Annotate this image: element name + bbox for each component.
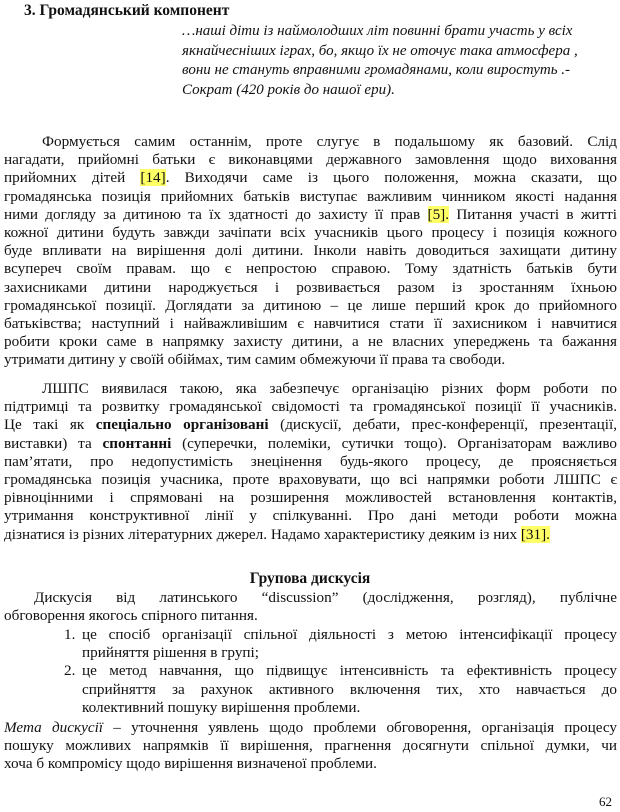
citation-highlight: [5]. xyxy=(427,205,450,223)
numbered-list xyxy=(4,626,617,717)
text-line xyxy=(4,416,617,434)
text-line: захисниками дитини народжується і розвивається разом із зростанням їхньою xyxy=(4,278,617,296)
epigraph-line: Сократ (420 років до нашої ери). xyxy=(182,81,395,98)
text-line: пошуку можливих напрямків її вирішення, прагнення досягнути спільної думки, чи xyxy=(4,737,617,755)
paragraph-3 xyxy=(4,589,617,625)
page-number: 62 xyxy=(599,794,612,809)
text-line: громадянська позиція учасника, проте враховувати, що всі напрямки роботи ЛШПС є xyxy=(4,471,617,489)
text-span: виставки) та xyxy=(4,434,103,452)
text-line xyxy=(4,526,617,544)
bold-term: спонтанні xyxy=(102,434,172,452)
text-span: (суперечки, полеміки, сутички тощо). Організаторам важливо xyxy=(171,434,617,452)
text-line: ЛШПС виявилася такою, яка забезпечує організацію різних форм роботи по xyxy=(42,380,617,397)
epigraph-line: …наші діти із наймолодших літ повинні брати участь у всіх xyxy=(182,23,573,39)
text-line: хоча б компромісу щодо вирішення визначеної проблеми. xyxy=(4,755,377,773)
text-line: пам’ятати, про недопустимість знецінення будь-якого процесу, де проясняється xyxy=(4,452,617,470)
text-line: колективний пошуку вирішення проблеми. xyxy=(82,698,361,716)
text-line: це спосіб організації спільної діяльності з метою інтенсифікації процесу xyxy=(82,626,617,643)
text-line: рівноцінними і спрямовані на розширення можливостей встановлення контактів, xyxy=(4,489,617,507)
text-line: підтримці та розвитку громадянської свідомості та громадянської позиції її учасників. xyxy=(4,398,617,416)
text-line: батьківства; наступний і найважливішим є навчитися стати її захисником і навчитися xyxy=(4,315,617,333)
text-line: робити кроки саме в напрямку захисту дитини, а не власних упереджень та бажання xyxy=(4,333,617,351)
citation-highlight: [14] xyxy=(140,169,166,187)
text-span: дізнатися із різних літературних джерел. Надамо характеристику деяким із них xyxy=(4,525,521,543)
text-line xyxy=(4,206,617,224)
text-line: Формується самим останнім, проте слугує в подальшому як базовий. Слід xyxy=(42,133,617,150)
epigraph-line: якнайчесніших іграх, бо, якщо їх не оточує така атмосфера , xyxy=(182,42,578,59)
list-number: 1. xyxy=(64,626,76,643)
text-line: утримати дитину у своїй обіймах, тим самим обмежуючи її права та свободи. xyxy=(4,351,506,369)
text-span: Питання участі в житті xyxy=(449,205,617,223)
text-line: це метод навчання, що підвищує інтенсивність та ефективність процесу xyxy=(82,662,617,680)
text-line: прийняття рішення в групі; xyxy=(82,644,259,662)
text-span: – уточнення уявлень щодо проблеми обговорення, організація процесу xyxy=(103,719,617,736)
bold-term: спеціально організовані xyxy=(95,416,269,434)
text-span: (дискусії, дебати, прес-конференції, презентації, xyxy=(268,416,617,434)
text-line: всупереч своїм правам. що є непростою справою. Тому здатність батьків бути xyxy=(4,260,617,278)
text-line: Дискусія від латинського “discussion” (дослідження, розгляд), публічне xyxy=(34,589,617,606)
text-line xyxy=(4,435,617,453)
group-discussion-heading: Групова дискусія xyxy=(249,570,371,587)
text-line xyxy=(4,169,617,187)
text-line xyxy=(4,719,617,737)
text-span: Це такі як xyxy=(4,416,96,434)
text-span: . Виходячи саме із цього положення, можна сказати, що xyxy=(165,169,617,187)
italic-term: Мета дискусії xyxy=(4,719,104,736)
list-number: 2. xyxy=(64,662,76,680)
text-line: буде впливати на вирішення долі дитини. Інколи навіть доводиться захищати дитину xyxy=(4,242,617,260)
list-item xyxy=(4,626,617,662)
text-line: обговорення якогось спірного питання. xyxy=(4,607,258,625)
section-heading: 3. Громадянський компонент xyxy=(24,2,230,19)
text-line: кожної дитини будуть завжди зачіпати всіх учасників цього процесу і позиція кожного xyxy=(4,224,617,242)
epigraph-line: вони не стануть вправними громадянами, коли виростуть .- xyxy=(182,62,571,78)
citation-highlight: [31]. xyxy=(520,525,550,543)
list-item xyxy=(4,662,617,717)
paragraph-4 xyxy=(4,719,617,774)
text-span: прийомних дітей xyxy=(4,169,141,187)
epigraph-quote xyxy=(182,22,602,100)
text-line: громадянської позиції. Доглядати за дитиною – це лише перший крок до прийомного xyxy=(4,296,617,314)
text-line: сприйняття за рахунок активного включення тих, хто навчається до xyxy=(82,680,617,698)
text-line: громадянська позиція прийомних батьків виступає важливим чинником якості надання xyxy=(4,187,617,205)
text-span: ними догляду за дитиною та їх здатності до захисту її прав xyxy=(4,205,428,223)
paragraph-2 xyxy=(4,380,617,544)
text-line: утримання конструктивної лінії у спілкуванні. Про дані методи роботи можна xyxy=(4,507,617,525)
paragraph-1 xyxy=(4,133,617,370)
text-line: нагадати, прийомні батьки є виконавцями державного замовлення щодо виховання xyxy=(4,151,617,169)
